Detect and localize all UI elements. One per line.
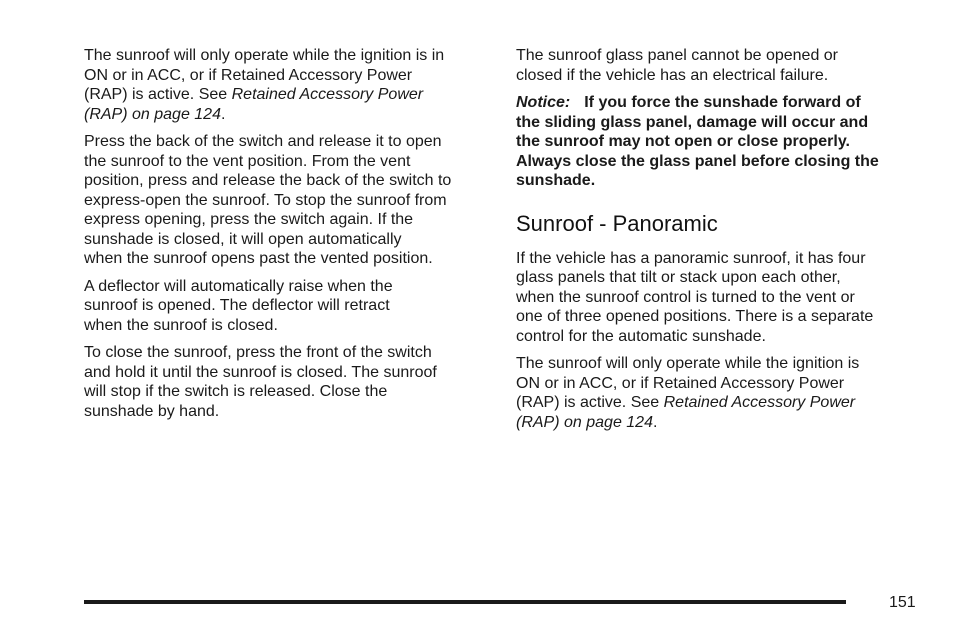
ignition-paragraph	[516, 354, 920, 432]
text-fragment: .	[220, 105, 226, 123]
text-line: when the sunroof is closed.	[84, 316, 278, 334]
text-line: express-open the sunroof. To stop the sunroof from	[84, 191, 447, 209]
electrical-failure-paragraph	[516, 46, 920, 85]
notice-label: Notice:	[516, 94, 571, 111]
text-line: Press the back of the switch and release it to open	[84, 133, 442, 150]
text-line	[84, 105, 488, 125]
text-line	[84, 85, 488, 105]
text-line: the sunroof may not open or close properly.	[516, 133, 850, 150]
text-line	[516, 413, 920, 433]
cross-reference-link[interactable]: (RAP) on page 124	[84, 105, 221, 123]
text-line: sunshade.	[516, 172, 596, 189]
text-line: one of three opened positions. There is a separate	[516, 308, 874, 325]
cross-reference-link[interactable]: Retained Accessory Power	[663, 394, 856, 411]
cross-reference-link[interactable]: Retained Accessory Power	[231, 86, 424, 103]
text-line: when the sunroof opens past the vented position.	[84, 250, 433, 267]
text-fragment: If you force the sunshade forward of	[584, 94, 861, 111]
text-line: ON or in ACC, or if Retained Accessory Power	[516, 374, 845, 392]
text-fragment: (RAP) is active. See	[84, 86, 232, 103]
cross-reference-link[interactable]: (RAP) on page 124	[516, 413, 653, 431]
text-line: closed if the vehicle has an electrical failure.	[516, 66, 829, 84]
text-line: glass panels that tilt or stack upon each other,	[516, 269, 841, 286]
text-line: and hold it until the sunroof is closed. The sunroof	[84, 363, 437, 381]
text-line: The sunroof will only operate while the ignition is in	[84, 47, 445, 64]
text-line: express opening, press the switch again. If the	[84, 211, 414, 228]
text-line: If the vehicle has a panoramic sunroof, it has four	[516, 249, 866, 267]
left-column	[84, 46, 488, 429]
text-line	[516, 393, 920, 413]
text-line: ON or in ACC, or if Retained Accessory Power	[84, 66, 413, 84]
notice-paragraph	[516, 93, 920, 191]
text-line	[516, 93, 920, 113]
closing-paragraph	[84, 343, 488, 421]
right-column	[516, 46, 920, 440]
section-heading: Sunroof - Panoramic	[516, 210, 718, 236]
panoramic-description-paragraph	[516, 249, 920, 347]
text-line: control for the automatic sunshade.	[516, 327, 766, 345]
text-line: A deflector will automatically raise when the	[84, 277, 393, 295]
text-line: To close the sunroof, press the front of the switch	[84, 344, 432, 361]
text-fragment: .	[652, 413, 658, 431]
switch-operation-paragraph	[84, 132, 488, 269]
text-line: the sunroof to the vent position. From the vent	[84, 152, 411, 170]
text-line: when the sunroof control is turned to the vent or	[516, 288, 855, 306]
deflector-paragraph	[84, 277, 488, 336]
page-number: 151	[889, 594, 916, 611]
text-line: will stop if the switch is released. Close the	[84, 383, 388, 400]
text-line: The sunroof will only operate while the ignition is	[516, 355, 860, 372]
text-line: the sliding glass panel, damage will occur and	[516, 113, 869, 131]
text-line: sunshade by hand.	[84, 402, 220, 420]
text-line: sunshade is closed, it will open automatically	[84, 230, 402, 248]
text-line: position, press and release the back of the switch to	[84, 172, 452, 189]
text-fragment: (RAP) is active. See	[516, 394, 664, 411]
text-line: The sunroof glass panel cannot be opened or	[516, 47, 839, 64]
text-line: sunroof is opened. The deflector will retract	[84, 297, 390, 314]
ignition-paragraph	[84, 46, 488, 124]
footer-rule	[84, 600, 846, 604]
text-line: Always close the glass panel before closing the	[516, 152, 879, 170]
